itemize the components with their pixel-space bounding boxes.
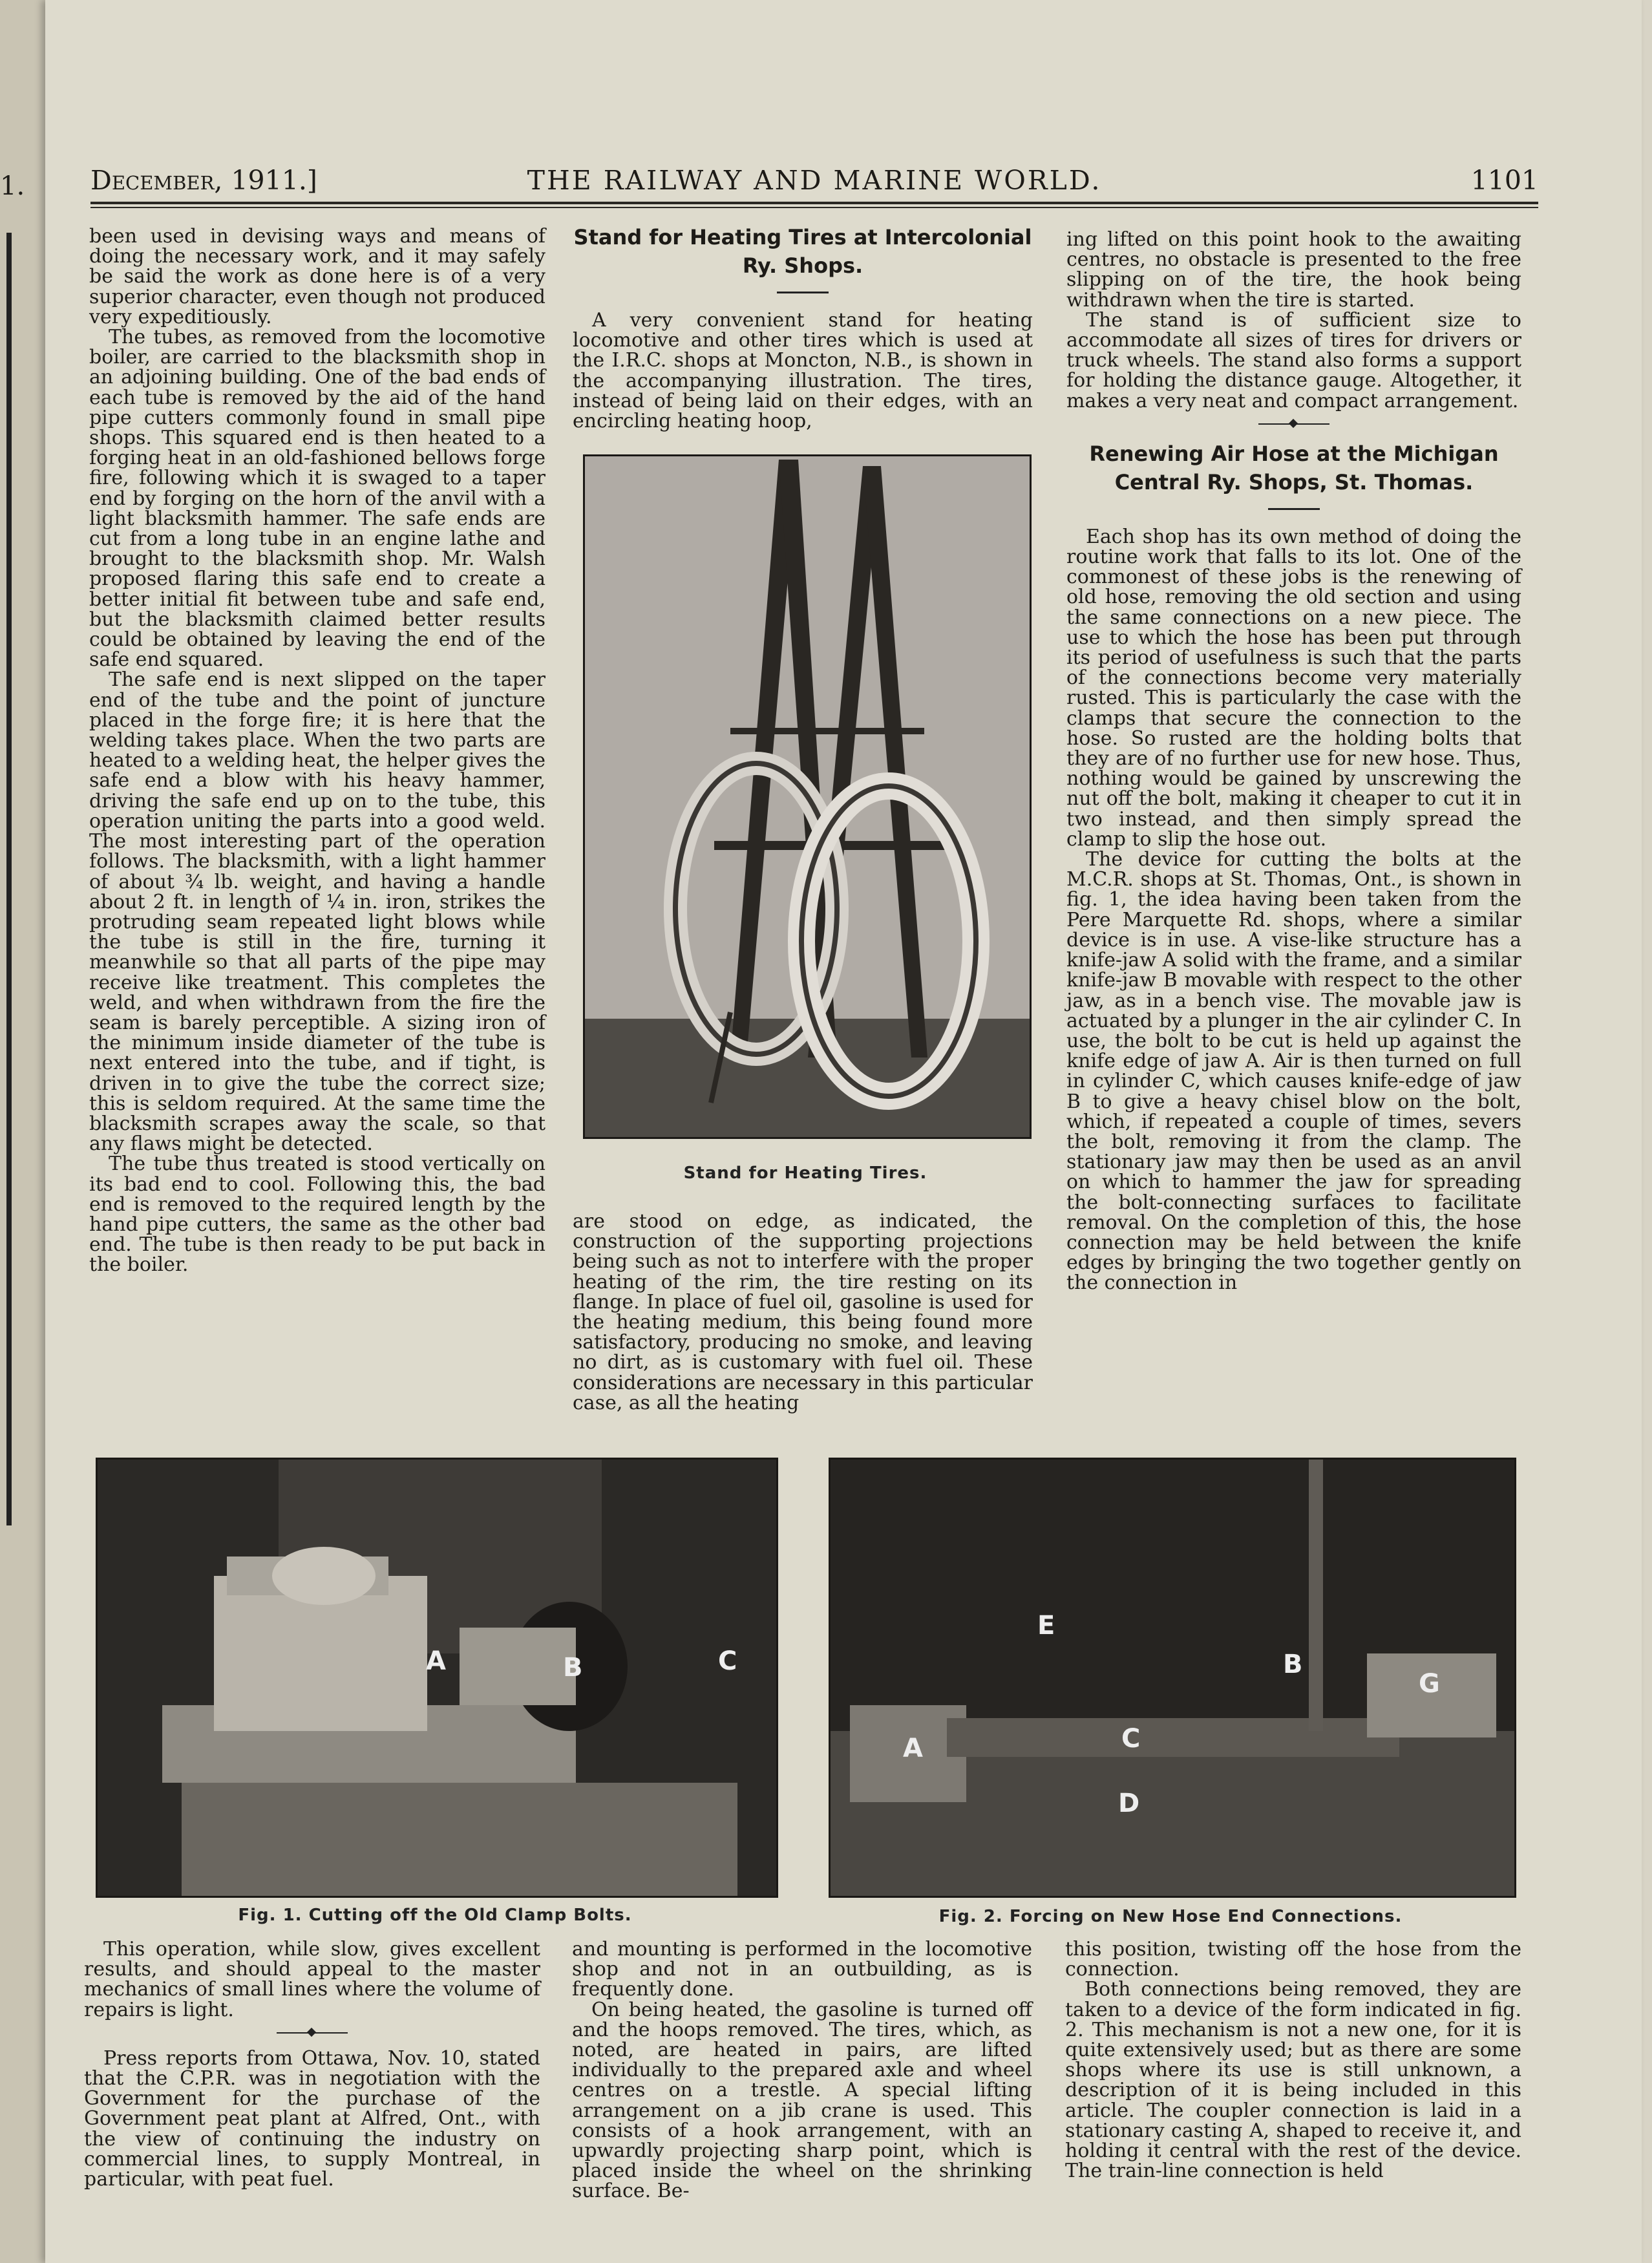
paragraph: A very convenient stand for heating locomotive and other tires which is used at the I.R.C. shops at Moncton, N.B., is shown in the accompanying illustration. The tires, instead of being laid on their edges, with an encircling heating hoop, — [573, 309, 1033, 433]
paragraph: The safe end is next slipped on the taper end of the tube and the point of juncture placed in the forge fire; it is here that the welding takes place. When the two parts are heated to a welding heat, the helper gives the safe end a blow with his heavy hammer, driving the safe end up on to the tube, this operation uniting the parts into a good weld. The most interesting part of the operation follows. The blacksmith, with a light hammer of about ¾ lb. weight, and having a handle about 2 ft. in length of ¼ in. iron, strikes the protruding seam repeated light blows while the tube is still in the fire, turning it meanwhile so that all parts of the pipe may receive like treatment. This completes the weld, and when withdrawn from the fire the seam is barely perceptible. A sizing iron of the minimum inside diameter of the tube is next entered into the tube, and if tight, is driven in to give the tube the correct size; this is seldom required. At the same time the blacksmith scrapes away the scale, so that any flaws might be detected. — [89, 668, 545, 1156]
fig2-label-e: E — [1037, 1611, 1055, 1641]
paragraph: ing lifted on this point hook to the awaiting centres, no obstacle is presented to the free slipping on of the tire, the hook being withdrawn when the tire is started. — [1066, 228, 1521, 312]
fig-1-photo — [96, 1458, 778, 1898]
tire-stand-photo — [583, 454, 1032, 1139]
ornament-rule — [1258, 416, 1329, 432]
bottom-column-3 — [1065, 1939, 1521, 2181]
column-1 — [89, 226, 545, 1275]
fig2-label-a: A — [903, 1734, 923, 1763]
tire-stand-illustration — [585, 456, 1030, 1137]
article-heading: Renewing Air Hose at the Michigan Central Ry. Shops, St. Thomas. — [1089, 441, 1499, 494]
column-2-lower — [573, 1211, 1033, 1413]
paragraph: Press reports from Ottawa, Nov. 10, stated that the C.P.R. was in negotiation with the Government for the purchase of the Government peat plant at Alfred, Ont., with the view of continuing the industry on commercial lines, to supply Montreal, in particular, with peat fuel. — [84, 2046, 540, 2191]
page-header — [90, 165, 1538, 204]
adjacent-page-edge — [0, 0, 45, 2263]
fig2-label-g: G — [1419, 1669, 1440, 1699]
ornament-rule — [277, 2025, 348, 2041]
paragraph: The device for cutting the bolts at the M.C.R. shops at St. Thomas, Ont., is shown in fig. 1, the idea having been taken from the Pere Marquette Rd. shops, where a similar device is in use. A vise-like structure has a knife-jaw A solid with the frame, and a similar knife-jaw B movable with respect to the other jaw, as in a bench vise. The movable jaw is actuated by a plunger in the air cylinder C. In use, the bolt to be cut is held up against the knife edge of jaw A. Air is then turned on full in cylinder C, which causes knife-edge of jaw B to give a heavy chisel blow on the bolt, which, if repeated a couple of times, severs the bolt, removing it from the clamp. The stationary jaw may then be used as an anvil on which to hammer the jaw for spreading the bolt-connecting surfaces to facilitate removal. On the completion of this, the hose connection may be held between the knife edges by bringing the two together gently on the connection in — [1066, 848, 1521, 1295]
fig-2-caption: Fig. 2. Forcing on New Hose End Connections. — [938, 1907, 1403, 1926]
bottom-column-2 — [572, 1939, 1032, 2202]
heading-rule — [777, 292, 829, 293]
fig1-label-a: A — [426, 1646, 446, 1676]
paragraph: On being heated, the gasoline is turned off and the hoops removed. The tires, which, as noted, are heated in pairs, are lifted individually to the prepared axle and wheel centres on a trestle. A special lifting arrangement on a jib crane is used. This consists of a hook arrangement, with an upwardly projecting sharp point, which is placed inside the wheel on the shrinking surface. Be- — [572, 1998, 1032, 2203]
paragraph: Both connections being removed, they are taken to a device of the form indicated in fig. 2. This mechanism is not a new one, for it is quite extensively used; but as there are some shops where its use is still unknown, a description of it is being included in this article. The coupler connection is laid in a stationary casting A, shaped to receive it, and holding it central with the rest of the device. The train-line connection is held — [1065, 1978, 1521, 2183]
edge-rule — [6, 233, 12, 1525]
issue-date: December, 1911.] — [90, 165, 317, 196]
paragraph: this position, twisting off the hose from the connection. — [1065, 1938, 1521, 1981]
fig2-label-c: C — [1121, 1724, 1141, 1754]
fig2-label-d: D — [1118, 1789, 1140, 1818]
column-2-top — [573, 223, 1033, 431]
hose-press-illustration — [831, 1460, 1514, 1896]
paragraph: The stand is of sufficient size to accommodate all sizes of tires for drivers or truck wheels. The stand also forms a support for holding the distance gauge. Altogether, it makes a very neat and compact arrangement. — [1066, 308, 1521, 412]
header-rule — [90, 202, 1538, 204]
margin-mark: 1. — [0, 171, 25, 201]
journal-title: THE RAILWAY AND MARINE WORLD. — [527, 165, 1102, 196]
photo-caption: Stand for Heating Tires. — [683, 1163, 927, 1183]
paragraph: This operation, while slow, gives excellent results, and should appeal to the master mechanics of small lines where the volume of repairs is light. — [84, 1938, 540, 2021]
paragraph: Each shop has its own method of doing the routine work that falls to its lot. One of the commonest of these jobs is the renewing of old hose, removing the old section and using the same connections on a new piece. The use to which the hose has been put through its period of usefulness is such that the parts of the connections become very materially rusted. This is particularly the case with the clamps that secure the connection to the hose. So rusted are the holding bolts that they are of no further use for new hose. Thus, nothing would be gained by unscrewing the nut off the bolt, making it cheaper to cut it in two instead, and then simply spread the clamp to slip the hose out. — [1066, 525, 1521, 851]
fig2-label-b: B — [1283, 1650, 1303, 1679]
paragraph: and mounting is performed in the locomotive shop and not in an outbuilding, as is frequently done. — [572, 1938, 1032, 2001]
fig1-label-c: C — [718, 1646, 737, 1676]
fig-1-caption: Fig. 1. Cutting off the Old Clamp Bolts. — [238, 1906, 632, 1925]
bottom-column-1 — [84, 1939, 540, 2189]
header-rule-thin — [90, 207, 1538, 208]
vise-illustration — [98, 1460, 776, 1896]
page-number: 1101 — [1470, 165, 1538, 196]
fig-2-photo — [829, 1458, 1516, 1898]
paragraph: been used in devising ways and means of doing the necessary work, and it may safely be said the work as done here is of a very superior character, even though not produced very expeditiously. — [89, 225, 545, 328]
fig1-label-b: B — [563, 1653, 583, 1683]
column-3 — [1066, 229, 1521, 1293]
paragraph: are stood on edge, as indicated, the construction of the supporting projections being such as not to interfere with the proper heating of the rim, the tire resting on its flange. In place of fuel oil, gasoline is used for the heating medium, this being found more satisfactory, producing no smoke, and leaving no dirt, as is customary with fuel oil. These considerations are necessary in this particular case, as all the heating — [573, 1210, 1033, 1414]
article-heading: Stand for Heating Tires at Intercolonial Ry. Shops. — [573, 225, 1032, 278]
heading-rule — [1268, 508, 1320, 510]
paragraph: The tube thus treated is stood vertically on its bad end to cool. Following this, the bad end is removed to the required length by the hand pipe cutters, the same as the other bad end. The tube is then ready to be put back in the boiler. — [89, 1153, 545, 1277]
paragraph: The tubes, as removed from the locomotive boiler, are carried to the blacksmith shop in an adjoining building. One of the bad ends of each tube is removed by the aid of the hand pipe cutters commonly found in small pipe shops. This squared end is then heated to a forging heat in an old-fashioned bellows forge fire, following which it is swaged to a taper end by forging on the horn of the anvil with a light blacksmith hammer. The safe ends are cut from a long tube in an engine lathe and brought to the blacksmith shop. Mr. Walsh proposed flaring this safe end to create a better initial fit between tube and safe end, but the blacksmith claimed better results could be obtained by leaving the end of the safe end squared. — [89, 326, 545, 672]
